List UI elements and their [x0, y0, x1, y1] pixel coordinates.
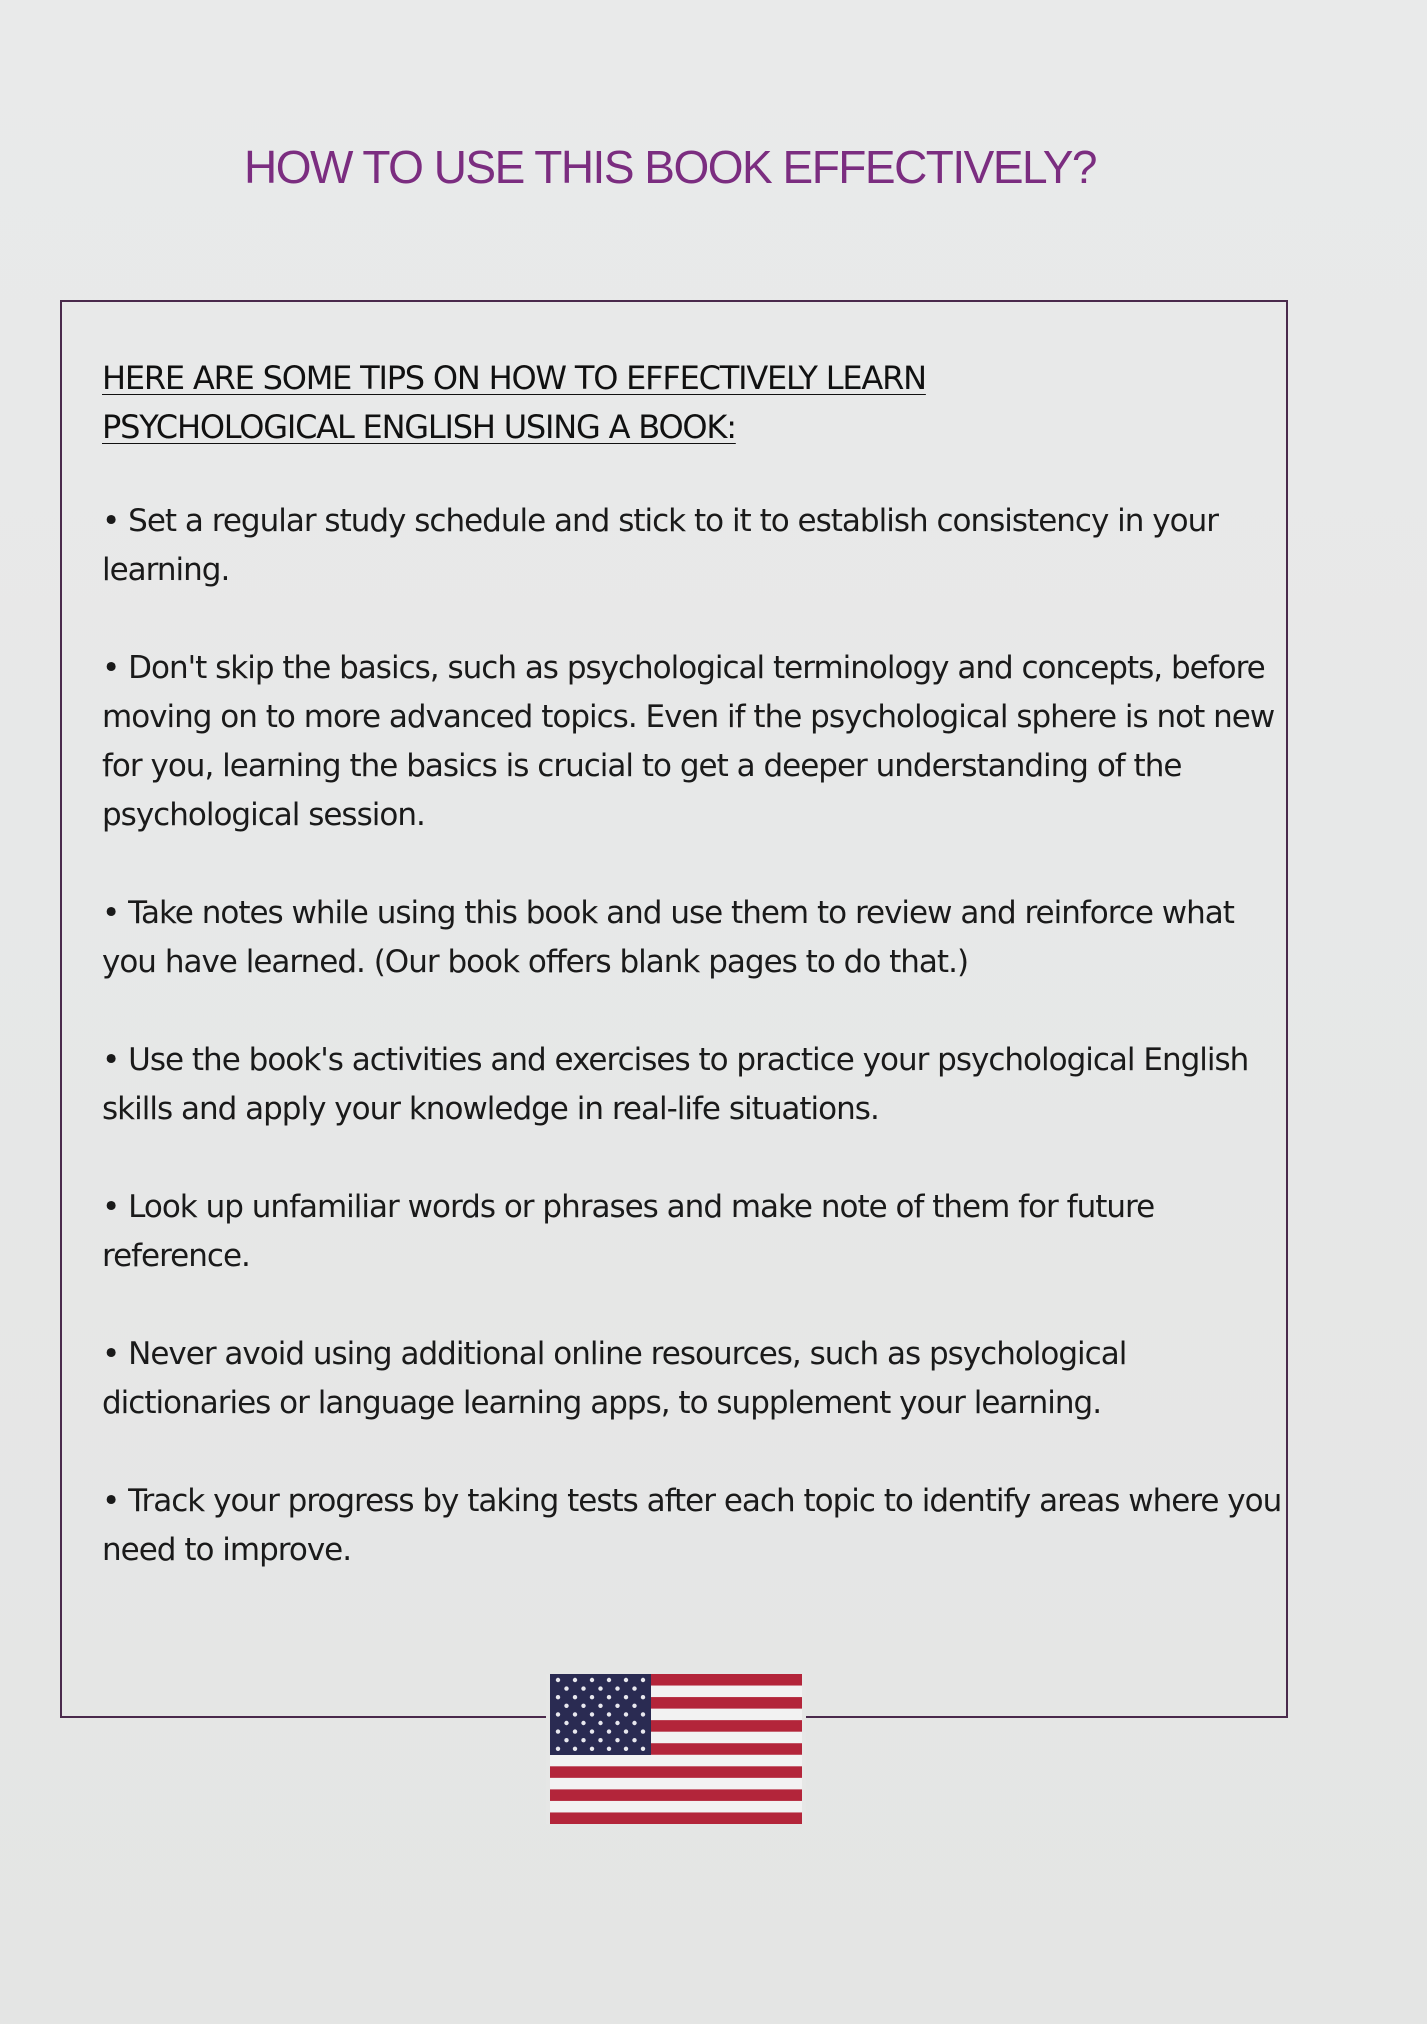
tips-box	[60, 300, 1288, 1718]
tip-item-look-up-words: • Look up unfamiliar words or phrases and make note of them for future reference.	[102, 1189, 1155, 1274]
tips-heading-line-1: HERE ARE SOME TIPS ON HOW TO EFFECTIVELY LEARN	[102, 359, 926, 397]
tip-item-track-progress: • Track your progress by taking tests after each topic to identify areas where you need to improve.	[102, 1483, 1282, 1568]
tip-item-study-schedule: • Set a regular study schedule and stick to it to establish consistency in your learning.	[102, 503, 1218, 588]
flag-container	[546, 1674, 806, 1824]
tip-item-activities: • Use the book's activities and exercises to practice your psychological English skills and apply your knowledge in real-life situations.	[102, 1042, 1249, 1127]
page-title: HOW TO USE THIS BOOK EFFECTIVELY?	[244, 141, 1096, 193]
tip-item-basics: • Don't skip the basics, such as psychological terminology and concepts, before moving on to more advanced topics. Even if the psychological sphere is not new for you, learning the basics is crucial to get a deeper understanding of the psychological session.	[102, 650, 1275, 833]
tips-heading-line-2: PSYCHOLOGICAL ENGLISH USING A BOOK:	[102, 408, 736, 446]
tip-item-take-notes: • Take notes while using this book and use them to review and reinforce what you have learned. (Our book offers blank pages to do that.)	[102, 895, 1234, 980]
tip-item-online-resources: • Never avoid using additional online resources, such as psychological dictionaries or language learning apps, to supplement your learning.	[102, 1336, 1127, 1421]
tips-heading	[102, 354, 926, 452]
tips-list	[102, 497, 1282, 1624]
us-flag-icon	[550, 1674, 802, 1824]
